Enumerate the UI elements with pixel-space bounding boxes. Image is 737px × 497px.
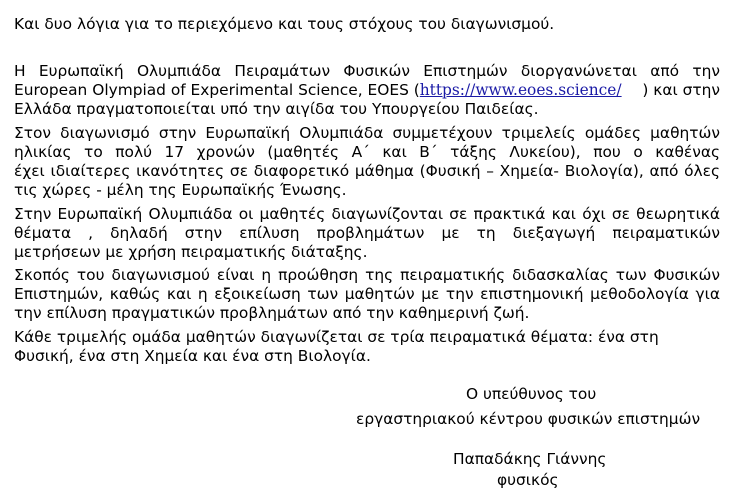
p1-line3: Ελλάδα πραγματοποιείται υπό την αιγίδα του Υπουργείου Παιδείας. [14, 100, 539, 118]
signature-name: Παπαδάκης Γιάννης [453, 450, 607, 468]
p2-line4: τις χώρες - μέλη της Ευρωπαϊκής Ένωσης. [14, 181, 347, 199]
p4-line1: Σκοπός του διαγωνισμού είναι η προώθηση της πειραματικής διδασκαλίας των Φυσικών [14, 266, 720, 284]
p2-line3: έχει ιδιαίτερες ικανότητες σε διαφορετικό μάθημα (Φυσική – Χημεία- Βιολογία), από όλες [14, 162, 720, 180]
p5-line1: Κάθε τριμελής ομάδα μαθητών διαγωνίζεται σε τρία πειραματικά θέματα: ένα στη [14, 328, 659, 346]
p1-line2 [14, 81, 720, 100]
p4-line3: την επίλυση πραγματικών προβλημάτων από την καθημερινή ζωή. [14, 304, 530, 322]
signature-role-line1: Ο υπεύθυνος του [466, 385, 597, 403]
p3-line1: Στην Ευρωπαϊκή Ολυμπιάδα οι μαθητές διαγωνίζονται σε πρακτικά και όχι σε θεωρητικά [14, 205, 720, 223]
p3-line2: θέματα , δηλαδή στην επίλυση προβλημάτων με τη διεξαγωγή πειραματικών [14, 224, 720, 242]
signature-title: φυσικός [497, 471, 559, 489]
p1-line2-text: European Olympiad of Experimental Science, EOES ( [14, 81, 420, 99]
eoes-link[interactable]: https://www.eoes.science/ [419, 81, 622, 99]
p2-line2: ηλικίας το πολύ 17 χρονών (μαθητές Α΄ και Β΄ τάξης Λυκείου), που ο καθένας [14, 143, 720, 161]
heading: Και δυο λόγια για το περιεχόμενο και τους στόχους του διαγωνισμού. [14, 15, 555, 33]
p2-line1: Στον διαγωνισμό στην Ευρωπαϊκή Ολυμπιάδα συμμετέχουν τριμελείς ομάδες μαθητών [14, 124, 720, 142]
p3-line3: μετρήσεων με χρήση πειραματικής διάταξης. [14, 243, 368, 261]
p1-line2-tail: ) και στην [642, 81, 720, 99]
p5-line2: Φυσική, ένα στη Χημεία και ένα στη Βιολογία. [14, 347, 371, 365]
p4-line2: Επιστημών, καθώς και η εξοικείωση των μαθητών με την επιστημονική μεθοδολογία για [14, 285, 720, 303]
p1-line1: Η Ευρωπαϊκή Ολυμπιάδα Πειραμάτων Φυσικών Επιστημών διοργανώνεται από την [14, 62, 720, 80]
signature-role-line2: εργαστηριακού κέντρου φυσικών επιστημών [356, 410, 701, 428]
